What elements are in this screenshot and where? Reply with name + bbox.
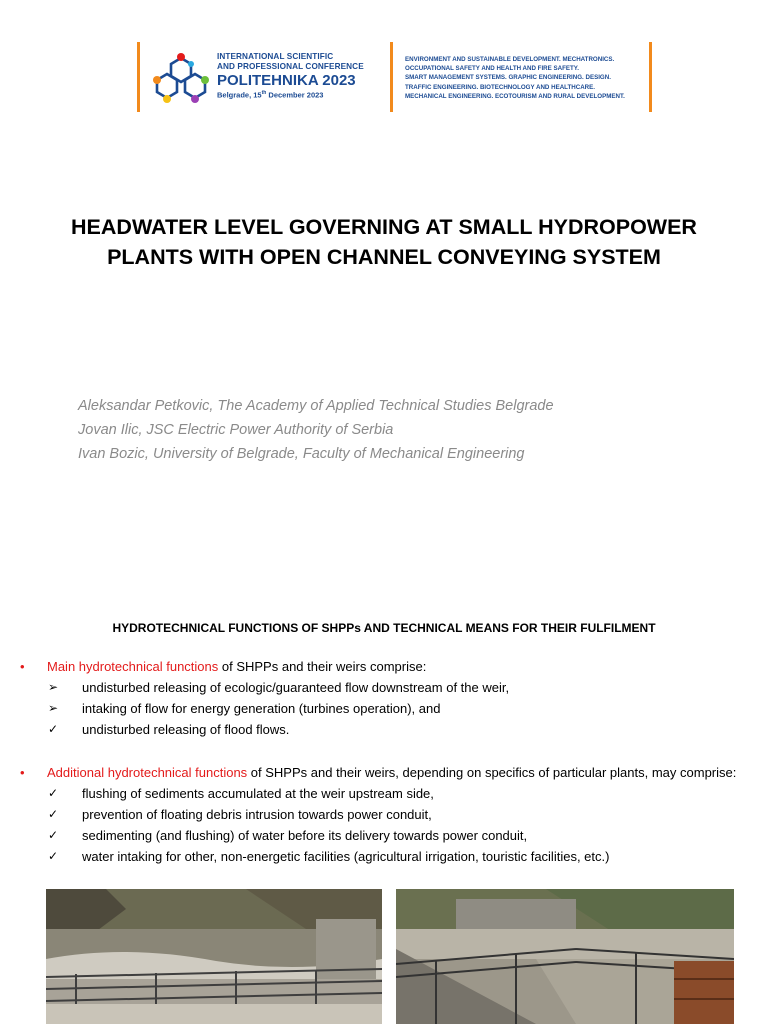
main-functions-intro	[20, 656, 740, 677]
section-heading: HYDROTECHNICAL FUNCTIONS OF SHPPs AND TECHNICAL MEANS FOR THEIR FULFILMENT	[112, 621, 656, 635]
list-item	[20, 783, 740, 804]
conference-line-1: INTERNATIONAL SCIENTIFIC	[217, 52, 334, 61]
check-bullet-icon: ✓	[48, 807, 59, 821]
paper-title-line-1: HEADWATER LEVEL GOVERNING AT SMALL HYDROPOWER	[71, 215, 697, 239]
conference-line-2: AND PROFESSIONAL CONFERENCE	[217, 61, 364, 71]
additional-functions-list	[20, 762, 740, 867]
check-bullet-icon: ✓	[48, 828, 59, 842]
arrow-bullet-icon: ➢	[48, 701, 59, 715]
topic-line: SMART MANAGEMENT SYSTEMS. GRAPHIC ENGINEERING. DESIGN.	[405, 74, 611, 82]
check-bullet-icon: ✓	[48, 849, 59, 863]
list-item	[20, 804, 740, 825]
weir-photo-left	[46, 889, 382, 1024]
check-bullet-icon: ✓	[48, 786, 59, 800]
paper-title	[40, 212, 728, 272]
paper-title-line-2: PLANTS WITH OPEN CHANNEL CONVEYING SYSTEM	[107, 245, 661, 269]
author-2: Jovan Ilic, JSC Electric Power Authority of Serbia	[78, 422, 394, 438]
check-bullet-icon: ✓	[48, 722, 59, 736]
list-item	[20, 825, 740, 846]
banner-divider-left	[137, 42, 140, 112]
topic-line: TRAFFIC ENGINEERING. BIOTECHNOLOGY AND HEALTHCARE.	[405, 83, 595, 91]
author-1: Aleksandar Petkovic, The Academy of Applied Technical Studies Belgrade	[78, 398, 554, 414]
main-functions-list	[20, 656, 740, 740]
list-item-text: undisturbed releasing of flood flows.	[82, 722, 290, 737]
list-item-text: sedimenting (and flushing) of water before its delivery towards power conduit,	[82, 828, 528, 843]
banner-divider-middle	[390, 42, 393, 112]
arrow-bullet-icon: ➢	[48, 680, 59, 694]
additional-functions-rest: of SHPPs and their weirs, depending on specifics of particular plants, may comprise:	[247, 765, 737, 780]
list-item-text: prevention of floating debris intrusion towards power conduit,	[82, 807, 432, 822]
author-3: Ivan Bozic, University of Belgrade, Faculty of Mechanical Engineering	[78, 446, 525, 462]
bullet-icon: •	[20, 659, 25, 674]
topic-line: OCCUPATIONAL SAFETY AND HEALTH AND FIRE SAFETY.	[405, 65, 579, 73]
list-item-text: undisturbed releasing of ecologic/guaranteed flow downstream of the weir,	[82, 680, 510, 695]
topic-line: ENVIRONMENT AND SUSTAINABLE DEVELOPMENT. MECHATRONICS.	[405, 56, 615, 63]
conference-date: Belgrade, 15th December 2023	[217, 90, 324, 100]
list-item-text: water intaking for other, non-energetic facilities (agricultural irrigation, touristic facilities, etc.)	[82, 849, 610, 864]
topic-line: MECHANICAL ENGINEERING. ECOTOURISM AND RURAL DEVELOPMENT.	[405, 92, 625, 100]
weir-photo-right	[396, 889, 734, 1024]
conference-banner	[137, 42, 655, 114]
list-item	[20, 698, 740, 719]
list-item	[20, 719, 740, 740]
list-item-text: flushing of sediments accumulated at the weir upstream side,	[82, 786, 434, 801]
bullet-icon: •	[20, 765, 25, 780]
list-item	[20, 677, 740, 698]
additional-functions-highlight: Additional hydrotechnical functions	[47, 765, 248, 780]
main-functions-rest: of SHPPs and their weirs comprise:	[218, 659, 427, 674]
author-list	[78, 394, 554, 466]
additional-functions-intro	[20, 762, 740, 783]
conference-topics	[405, 55, 650, 101]
list-item	[20, 846, 740, 867]
conference-heading	[217, 52, 364, 100]
politehnika-logo-icon	[151, 48, 211, 108]
main-functions-highlight: Main hydrotechnical functions	[47, 659, 219, 674]
list-item-text: intaking of flow for energy generation (turbines operation), and	[82, 701, 441, 716]
conference-name: POLITEHNIKA 2023	[217, 72, 356, 89]
